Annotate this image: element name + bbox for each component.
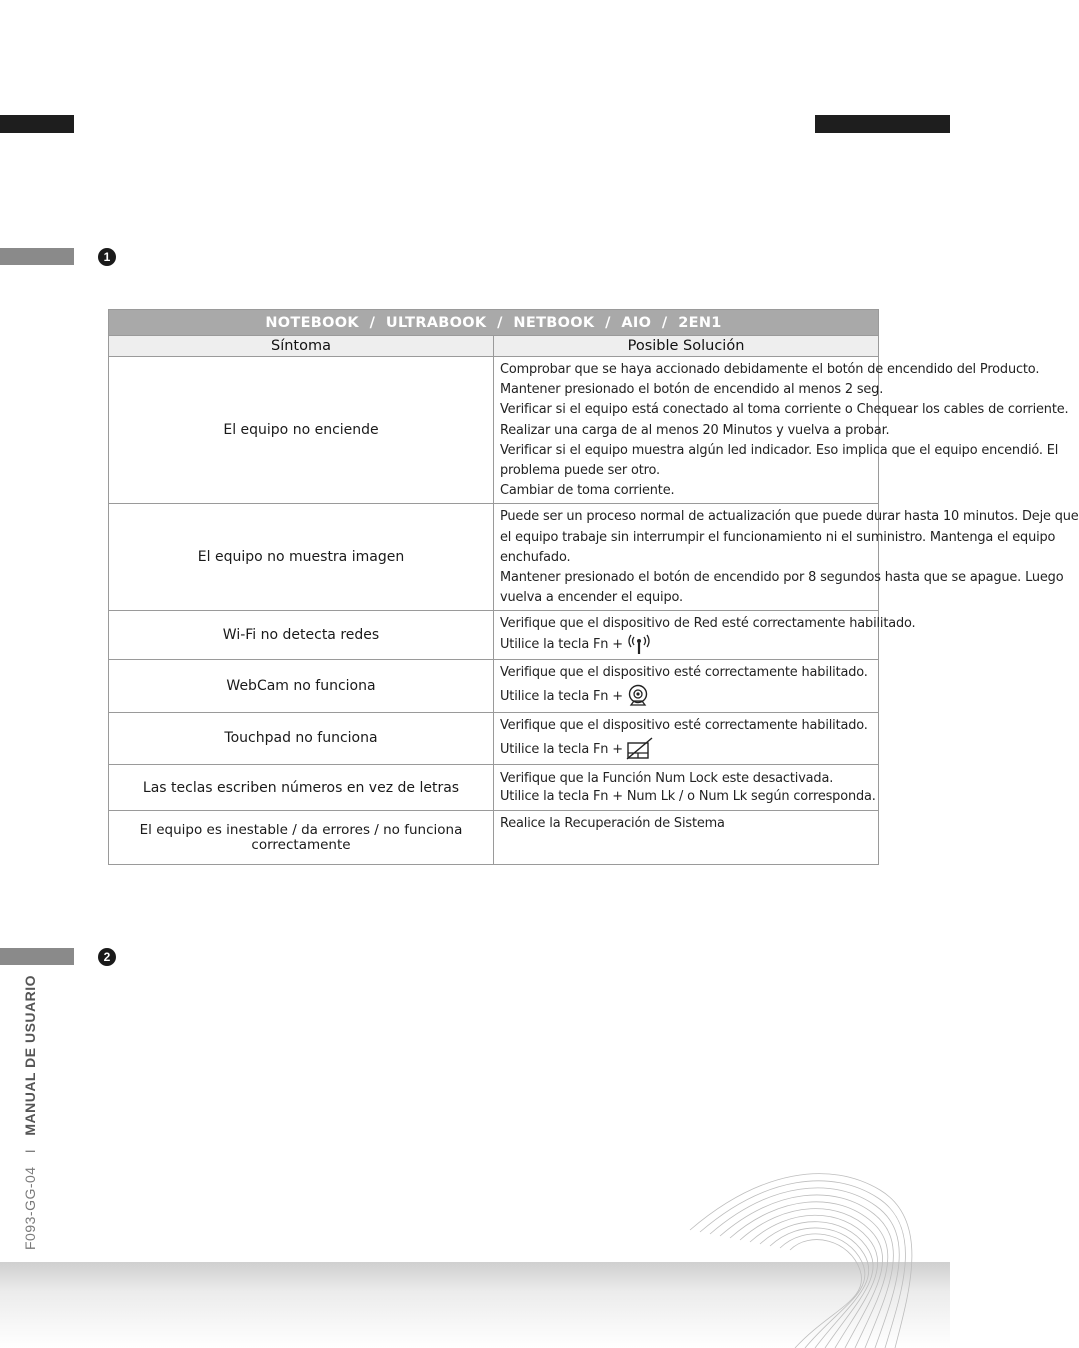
table-row [109, 713, 879, 765]
solution-cell [494, 811, 879, 865]
wifi-antenna-icon [626, 635, 652, 655]
solution-cell [494, 765, 879, 811]
solution-line: vuelva a encender el equipo. [500, 590, 683, 606]
solution-line: problema puede ser otro. [500, 463, 660, 479]
solution-line: Mantener presionado el botón de encendido al menos 2 seg. [500, 382, 884, 398]
solution-line: Realice la Recuperación de Sistema [500, 816, 725, 832]
header-bar-left [0, 115, 74, 133]
solution-line: Verificar si el equipo está conectado al toma corriente o Chequear los cables de corriente. [500, 402, 1069, 418]
section-number-2: 2 [98, 948, 116, 966]
table-row [109, 765, 879, 811]
touchpad-disabled-icon [626, 737, 654, 761]
symptom-cell: El equipo no enciende [109, 357, 494, 504]
key-hint-line [500, 684, 872, 708]
table-row [109, 811, 879, 865]
key-hint-text: Utilice la tecla Fn + [500, 742, 623, 758]
symptom-cell: El equipo es inestable / da errores / no funciona correctamente [109, 811, 494, 865]
key-hint-line [500, 737, 872, 761]
solution-line: Comprobar que se haya accionado debidamente el botón de encendido del Producto. [500, 362, 1040, 377]
solution-line: Verifique que la Función Num Lock este desactivada. [500, 771, 834, 787]
symptom-cell: Wi-Fi no detecta redes [109, 611, 494, 660]
column-header-solution: Posible Solución [494, 336, 879, 357]
column-header-symptom: Síntoma [109, 336, 494, 357]
solution-line: Realizar una carga de al menos 20 Minutos y vuelva a probar. [500, 422, 890, 438]
section-tab-2 [0, 948, 74, 965]
solution-cell [494, 713, 879, 765]
solution-line: Verifique que el dispositivo esté correctamente habilitado. [500, 718, 868, 734]
decorative-wave-lines [680, 1150, 920, 1348]
document-code: F093-GG-04 [22, 1166, 38, 1250]
key-hint-text: Utilice la tecla Fn + [500, 636, 623, 652]
solution-line: Verifique que el dispositivo esté correctamente habilitado. [500, 665, 868, 681]
troubleshooting-table [108, 309, 1079, 865]
table-row [109, 357, 879, 504]
symptom-cell: Las teclas escriben números en vez de letras [109, 765, 494, 811]
key-hint-line [500, 635, 872, 655]
solution-line: Mantener presionado el botón de encendido por 8 segundos hasta que se apague. Luego [500, 570, 1064, 586]
solution-cell [494, 611, 916, 660]
table-row [109, 504, 879, 611]
table-row [109, 611, 879, 660]
solution-cell [494, 357, 1069, 504]
solution-line: Verifique que el dispositivo de Red esté correctamente habilitado. [500, 616, 916, 632]
solution-cell [494, 660, 879, 713]
solution-line: Puede ser un proceso normal de actualización que puede durar hasta 10 minutos. Deje que [500, 509, 1079, 525]
symptom-cell: El equipo no muestra imagen [109, 504, 494, 611]
table-row [109, 660, 879, 713]
symptom-cell: WebCam no funciona [109, 660, 494, 713]
solution-line: Cambiar de toma corriente. [500, 483, 675, 499]
label-separator: I [22, 1148, 38, 1154]
key-hint-text: Utilice la tecla Fn + [500, 689, 623, 705]
solution-line: Verificar si el equipo muestra algún led indicador. Eso implica que el equipo encendió. El [500, 442, 1059, 458]
solution-line: Utilice la tecla Fn + Num Lk / o Num Lk según corresponda. [500, 789, 876, 805]
side-label [22, 975, 38, 1250]
manual-title: MANUAL DE USUARIO [22, 974, 38, 1136]
solution-cell [494, 504, 1079, 611]
table-title: NOTEBOOK / ULTRABOOK / NETBOOK / AIO / 2EN1 [109, 310, 879, 336]
webcam-icon [626, 684, 650, 708]
section-number-1: 1 [98, 248, 116, 266]
solution-line: enchufado. [500, 549, 571, 565]
symptom-cell: Touchpad no funciona [109, 713, 494, 765]
solution-line: el equipo trabaje sin interrumpir el funcionamiento ni el suministro. Mantenga el equipo [500, 529, 1056, 545]
header-bar-right [815, 115, 950, 133]
section-tab-1 [0, 248, 74, 265]
